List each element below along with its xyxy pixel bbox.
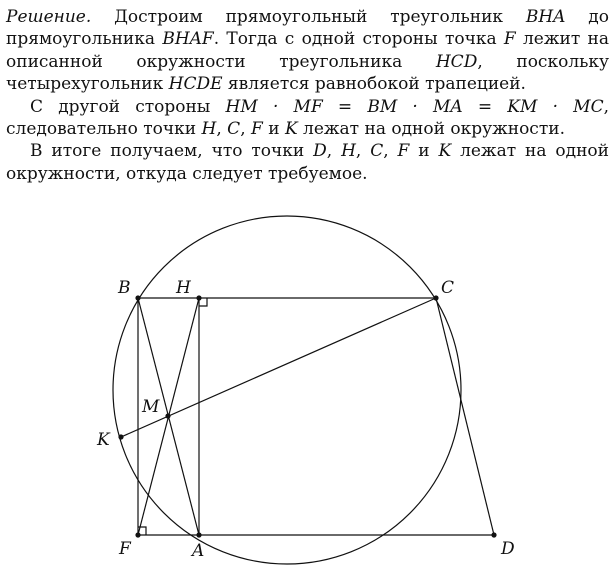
segment-CD	[436, 298, 494, 535]
point-M	[165, 413, 170, 418]
point-C	[433, 295, 438, 300]
point-F	[135, 532, 140, 537]
math-span: HCD	[435, 51, 478, 72]
text-span: ,	[355, 141, 371, 162]
point-A	[196, 532, 201, 537]
text-span: . Тогда с одной стороны точка	[213, 29, 504, 50]
math-span: C	[370, 141, 384, 162]
text-span: Достроим прямоугольный треугольник	[91, 7, 526, 27]
circumcircle	[113, 216, 461, 564]
point-D	[491, 532, 496, 537]
math-span: HM · MF = BM · MA = KM · MC	[225, 96, 604, 117]
text-span: лежат на одной окружности, откуда следует требуемое.	[6, 141, 609, 184]
text-span: ,	[216, 119, 228, 140]
label-D: D	[501, 539, 515, 559]
label-C: C	[441, 278, 455, 298]
label-F: F	[119, 539, 131, 559]
point-B	[135, 295, 140, 300]
text-span: , следовательно точки	[6, 96, 610, 140]
math-span: F	[503, 29, 516, 50]
point-K	[118, 434, 123, 439]
text-span: до прямоугольника	[6, 7, 609, 50]
text-span: является равнобокой трапецией.	[222, 74, 526, 95]
text-span: лежит на описанной окружности треугольника	[6, 29, 610, 72]
math-span: H	[201, 119, 217, 140]
math-span: BHAF	[162, 29, 214, 50]
solution-lead: Решение.	[6, 7, 92, 27]
text-span: ,	[383, 141, 398, 162]
text-span: ,	[240, 119, 251, 140]
math-span: F	[251, 119, 263, 140]
text-span: лежат на одной окружности.	[297, 119, 565, 140]
math-span: HCDE	[168, 74, 223, 95]
math-span: K	[284, 119, 298, 140]
math-span: K	[438, 141, 452, 162]
text-span: ,	[326, 141, 342, 162]
text-span: и	[409, 141, 439, 162]
math-span: H	[341, 141, 356, 162]
text-span: и	[262, 119, 285, 140]
label-B: B	[118, 278, 131, 298]
text-span: В итоге получаем, что точки	[30, 141, 314, 162]
label-A: A	[192, 541, 205, 561]
math-span: C	[227, 119, 241, 140]
math-span: F	[397, 141, 410, 162]
math-span: D	[313, 141, 327, 162]
label-H: H	[176, 278, 191, 298]
point-H	[196, 295, 201, 300]
label-M: M	[142, 397, 160, 417]
label-K: K	[97, 430, 110, 450]
text-span: , поскольку четырехугольник	[6, 51, 609, 95]
math-span: BHA	[525, 7, 566, 27]
text-span: С другой стороны	[30, 96, 226, 117]
